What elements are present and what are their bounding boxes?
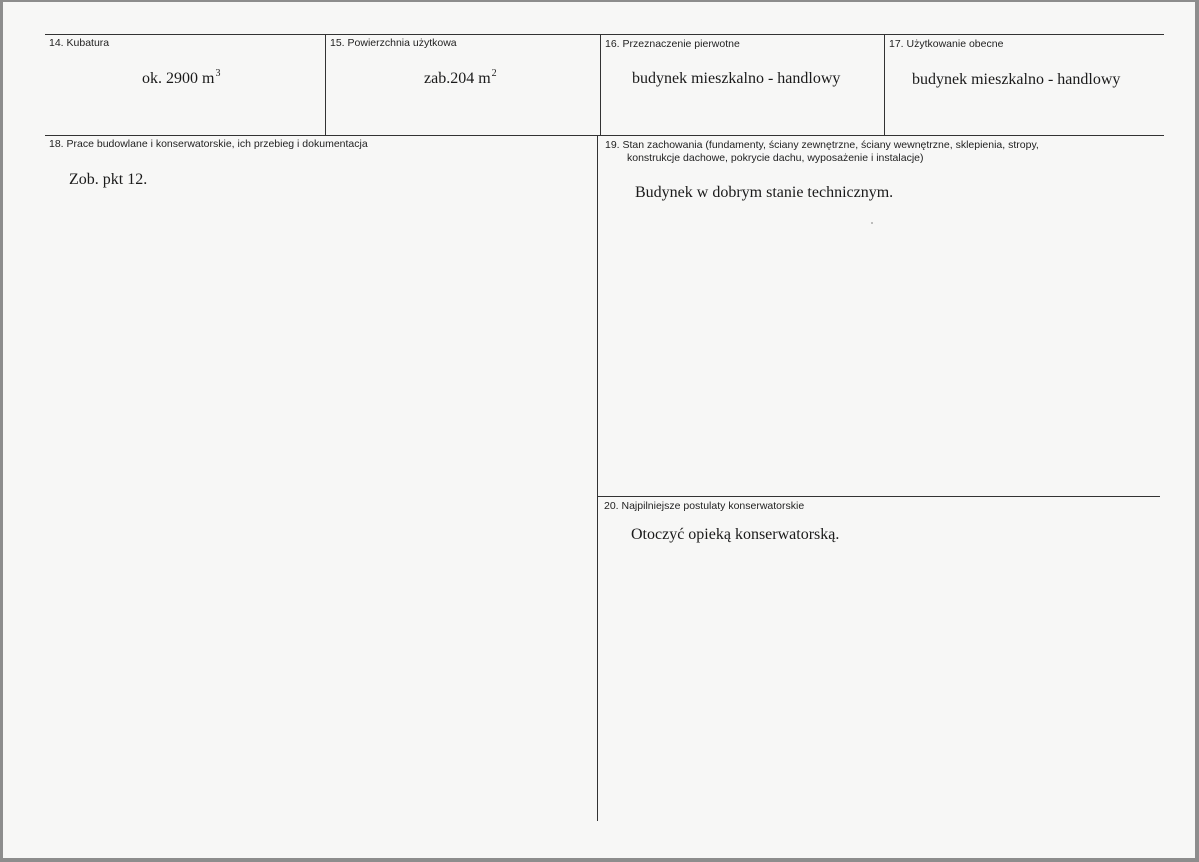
col-divider-18-19	[597, 135, 598, 821]
przeznaczenie-label: 16. Przeznaczenie pierwotne	[605, 38, 740, 50]
stan-zachowania-label-cont: konstrukcje dachowe, pokrycie dachu, wyposażenie i instalacje)	[627, 152, 924, 164]
przeznaczenie-value: budynek mieszkalno - handlowy	[632, 70, 841, 87]
col-divider-16-17	[884, 34, 885, 135]
kubatura-value-text: ok. 2900 m	[142, 70, 215, 87]
powierzchnia-unit-exponent: 2	[491, 68, 497, 79]
kubatura-label: 14. Kubatura	[49, 37, 110, 49]
kubatura-unit-exponent: 3	[215, 68, 221, 79]
kubatura-value	[142, 68, 220, 88]
form-card	[3, 2, 1195, 858]
uzytkowanie-value: budynek mieszkalno - handlowy	[912, 71, 1121, 88]
prace-budowlane-label: 18. Prace budowlane i konserwatorskie, ich przebieg i dokumentacja	[49, 138, 368, 150]
powierzchnia-label: 15. Powierzchnia użytkowa	[330, 37, 457, 49]
uzytkowanie-label: 17. Użytkowanie obecne	[889, 38, 1004, 50]
paper-speck	[871, 222, 873, 224]
top-rule	[45, 34, 1164, 35]
stan-zachowania-label: 19. Stan zachowania (fundamenty, ściany zewnętrzne, ściany wewnętrzne, sklepienia, stropy,	[605, 139, 1039, 151]
powierzchnia-value	[424, 68, 497, 88]
section-19-20-divider	[597, 496, 1160, 497]
powierzchnia-value-text: zab.204 m	[424, 70, 491, 87]
col-divider-15-16	[600, 34, 601, 135]
postulaty-value: Otoczyć opieką konserwatorską.	[631, 526, 840, 543]
stan-zachowania-value: Budynek w dobrym stanie technicznym.	[635, 184, 894, 201]
col-divider-14-15	[325, 34, 326, 135]
row-divider	[45, 135, 1164, 136]
prace-budowlane-value: Zob. pkt 12.	[69, 171, 148, 188]
postulaty-label: 20. Najpilniejsze postulaty konserwatorskie	[604, 500, 805, 512]
